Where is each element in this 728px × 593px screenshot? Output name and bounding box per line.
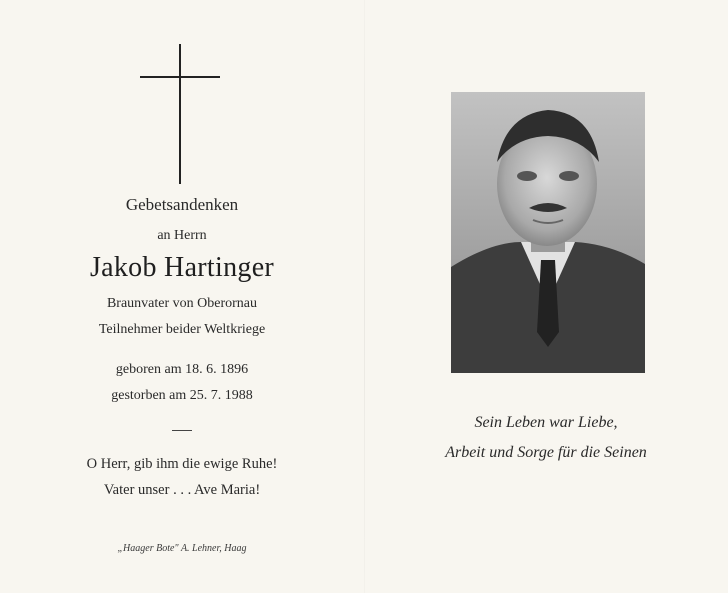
printer-credit: „Haager Bote" A. Lehner, Haag (117, 543, 247, 554)
card-heading: Gebetsandenken (125, 195, 239, 214)
deceased-name: Jakob Hartinger (89, 252, 275, 283)
cross-icon (140, 44, 220, 184)
right-panel (364, 0, 728, 593)
role-line-1: Braunvater von Oberornau (106, 296, 258, 311)
divider-dash (172, 430, 192, 431)
cross-vertical-bar (179, 44, 181, 184)
cross-horizontal-bar (140, 76, 220, 78)
death-date: gestorben am 25. 7. 1988 (111, 388, 253, 403)
portrait-photo (451, 92, 645, 373)
salutation: an Herrn (157, 228, 207, 243)
portrait-illustration (451, 92, 645, 373)
quote-line-2: Arbeit und Sorge für die Seinen (445, 444, 647, 461)
quote-line-1: Sein Leben war Liebe, (474, 414, 618, 431)
prayer-line-2: Vater unser . . . Ave Maria! (103, 482, 261, 498)
birth-date: geboren am 18. 6. 1896 (115, 362, 249, 377)
prayer-line-1: O Herr, gib ihm die ewige Ruhe! (86, 456, 278, 472)
role-line-2: Teilnehmer beider Weltkriege (98, 322, 266, 337)
